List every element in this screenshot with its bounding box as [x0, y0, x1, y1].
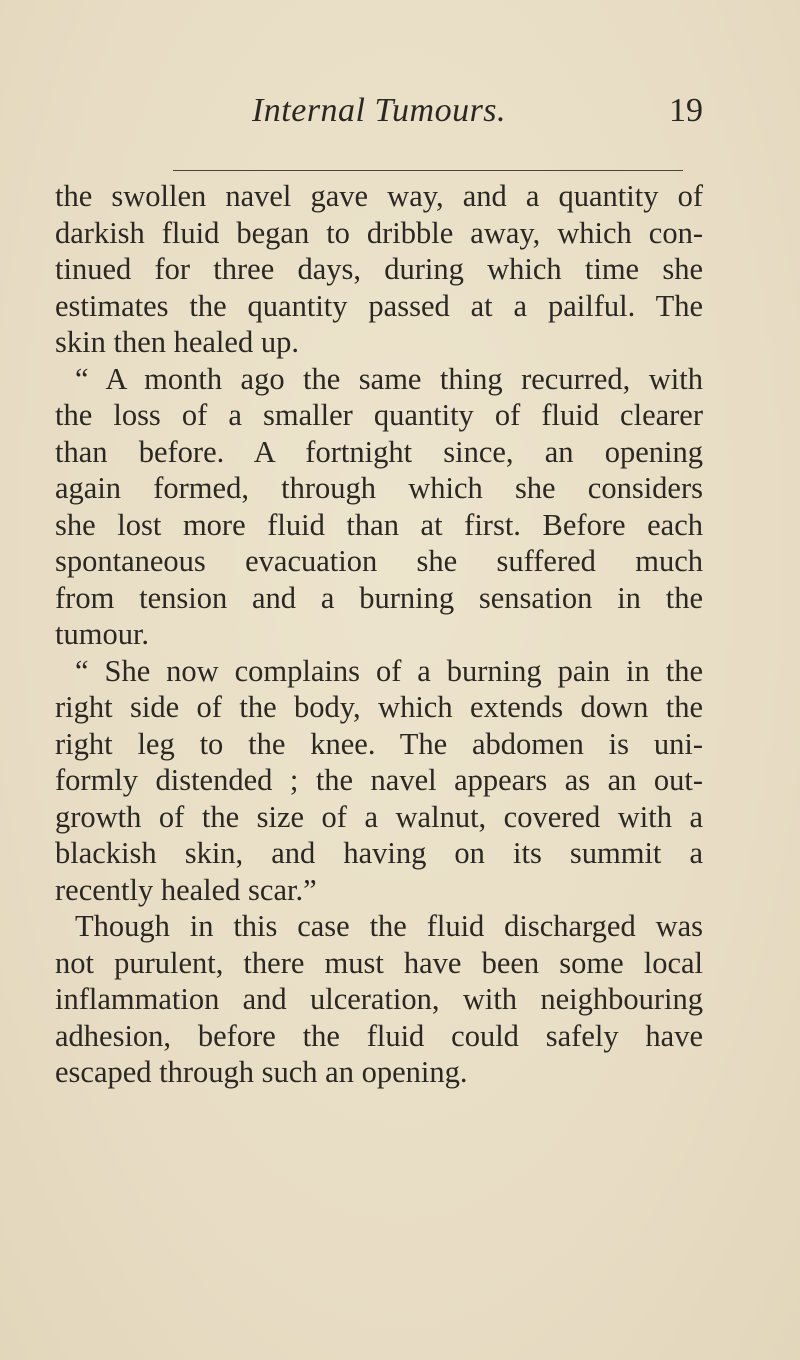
text-line: spontaneous evacuation she suffered much: [55, 544, 703, 578]
text-line: inflammation and ulceration, with neighbouring: [55, 982, 703, 1016]
header-rule: [173, 170, 683, 171]
text-line: blackish skin, and having on its summit a: [55, 836, 703, 870]
text-line: estimates the quantity passed at a pailful. The: [55, 288, 703, 323]
text-line: “ She now complains of a burning pain in the: [75, 653, 703, 688]
running-title: Internal Tumours.: [251, 92, 507, 129]
text-line: tinued for three days, during which time she: [55, 252, 703, 286]
text-line: right side of the body, which extends down the: [55, 690, 703, 724]
text-line: “ A month ago the same thing recurred, with: [75, 361, 703, 396]
text-line: she lost more fluid than at first. Before each: [55, 507, 703, 542]
text-line: growth of the size of a walnut, covered with a: [55, 799, 703, 834]
text-line: formly distended ; the navel appears as an out-: [55, 763, 703, 797]
text-line: from tension and a burning sensation in the: [55, 580, 703, 615]
text-line: again formed, through which she considers: [55, 471, 703, 505]
text-line: darkish fluid began to dribble away, which con-: [55, 215, 703, 250]
text-line: tumour.: [55, 617, 150, 651]
text-line: than before. A fortnight since, an opening: [55, 434, 703, 469]
text-line: right leg to the knee. The abdomen is uni-: [55, 726, 703, 761]
text-line: skin then healed up.: [55, 325, 299, 359]
text-line: recently healed scar.”: [55, 872, 317, 907]
body-text: [55, 178, 703, 1091]
page-number: 19: [669, 92, 703, 129]
text-line: adhesion, before the fluid could safely have: [55, 1018, 703, 1053]
text-line: the loss of a smaller quantity of fluid clearer: [55, 398, 703, 432]
text-line: the swollen navel gave way, and a quantity of: [55, 179, 703, 213]
running-head: [55, 92, 703, 142]
text-line: escaped through such an opening.: [55, 1055, 468, 1089]
text-line: not purulent, there must have been some local: [55, 945, 703, 980]
text-line: Though in this case the fluid discharged was: [75, 909, 703, 943]
